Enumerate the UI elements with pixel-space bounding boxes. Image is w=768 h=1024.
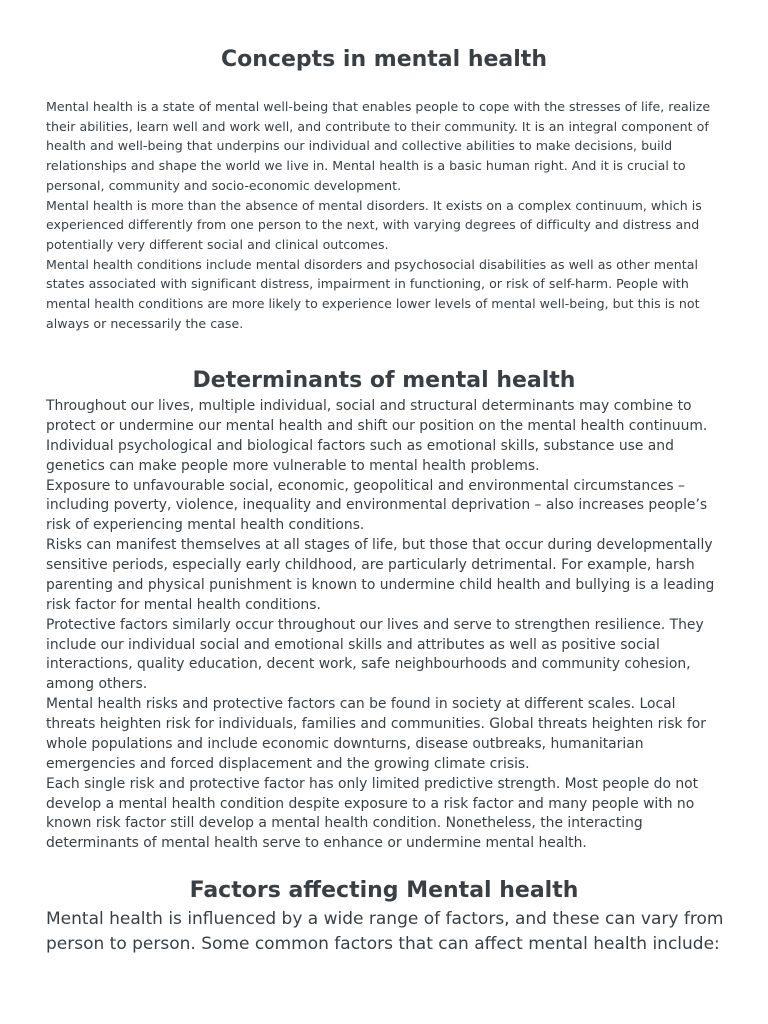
paragraph: Protective factors similarly occur throughout our lives and serve to strengthen resilience. They include our individual social and emotional skills and attributes as well as positive social interactions, quality education, decent work, safe neighbourhoods and community cohesion, among others.: [46, 616, 704, 693]
paragraph: Risks can manifest themselves at all stages of life, but those that occur during developmentally sensitive periods, especially early childhood, are particularly detrimental. For example, harsh parenting and physical punishment is known to undermine child health and bullying is a leading risk factor for mental health conditions.: [46, 537, 715, 613]
paragraph: Each single risk and protective factor has only limited predictive strength. Most people do not develop a mental health condition despite exposure to a risk factor and many people with no known risk factor still develop a mental health condition. Nonetheless, the interacting determinants of mental health serve to enhance or undermine mental health.: [46, 775, 699, 852]
paragraph: Mental health is a state of mental well-being that enables people to cope with the stresses of life, realize their abilities, learn well and work well, and contribute to their community. It is an integral component of health and well-being that underpins our individual and collective abilities to make decisions, build relationships and shape the world we live in. Mental health is a basic human right. And it is crucial to personal, community and socio-economic development.: [46, 99, 711, 193]
section-body-determinants: [46, 397, 724, 854]
paragraph: Mental health is influenced by a wide range of factors, and these can vary from person to person. Some common factors that can affect mental health include:: [46, 909, 724, 954]
section-body-factors: [46, 907, 724, 957]
section-body-concepts: [46, 97, 724, 333]
paragraph: Exposure to unfavourable social, economic, geopolitical and environmental circumstances – including poverty, violence, inequality and environmental deprivation – also increases people’s risk of experiencing mental health conditions.: [46, 477, 708, 534]
paragraph: Individual psychological and biological factors such as emotional skills, substance use and genetics can make people more vulnerable to mental health problems.: [46, 437, 674, 474]
section-title-determinants: Determinants of mental health: [192, 368, 576, 393]
paragraph: Throughout our lives, multiple individual, social and structural determinants may combine to protect or undermine our mental health and shift our position on the mental health continuum.: [46, 398, 708, 434]
paragraph: Mental health risks and protective factors can be found in society at different scales. Local threats heighten risk for individuals, families and communities. Global threats heighten risk for whole populations and include economic downturns, disease outbreaks, humanitarian emergencies and forced displacement and the growing climate crisis.: [46, 696, 706, 772]
section-title-concepts: Concepts in mental health: [221, 47, 547, 72]
section-title-factors: Factors affecting Mental health: [189, 878, 579, 903]
paragraph: Mental health conditions include mental disorders and psychosocial disabilities as well as other mental states associated with significant distress, impairment in functioning, or risk of self-harm. People with mental health conditions are more likely to experience lower levels of mental well-being, but this is not always or necessarily the case.: [46, 256, 700, 331]
paragraph: Mental health is more than the absence of mental disorders. It exists on a complex continuum, which is experienced differently from one person to the next, with varying degrees of difficulty and distress and potentially very different social and clinical outcomes.: [46, 197, 702, 252]
